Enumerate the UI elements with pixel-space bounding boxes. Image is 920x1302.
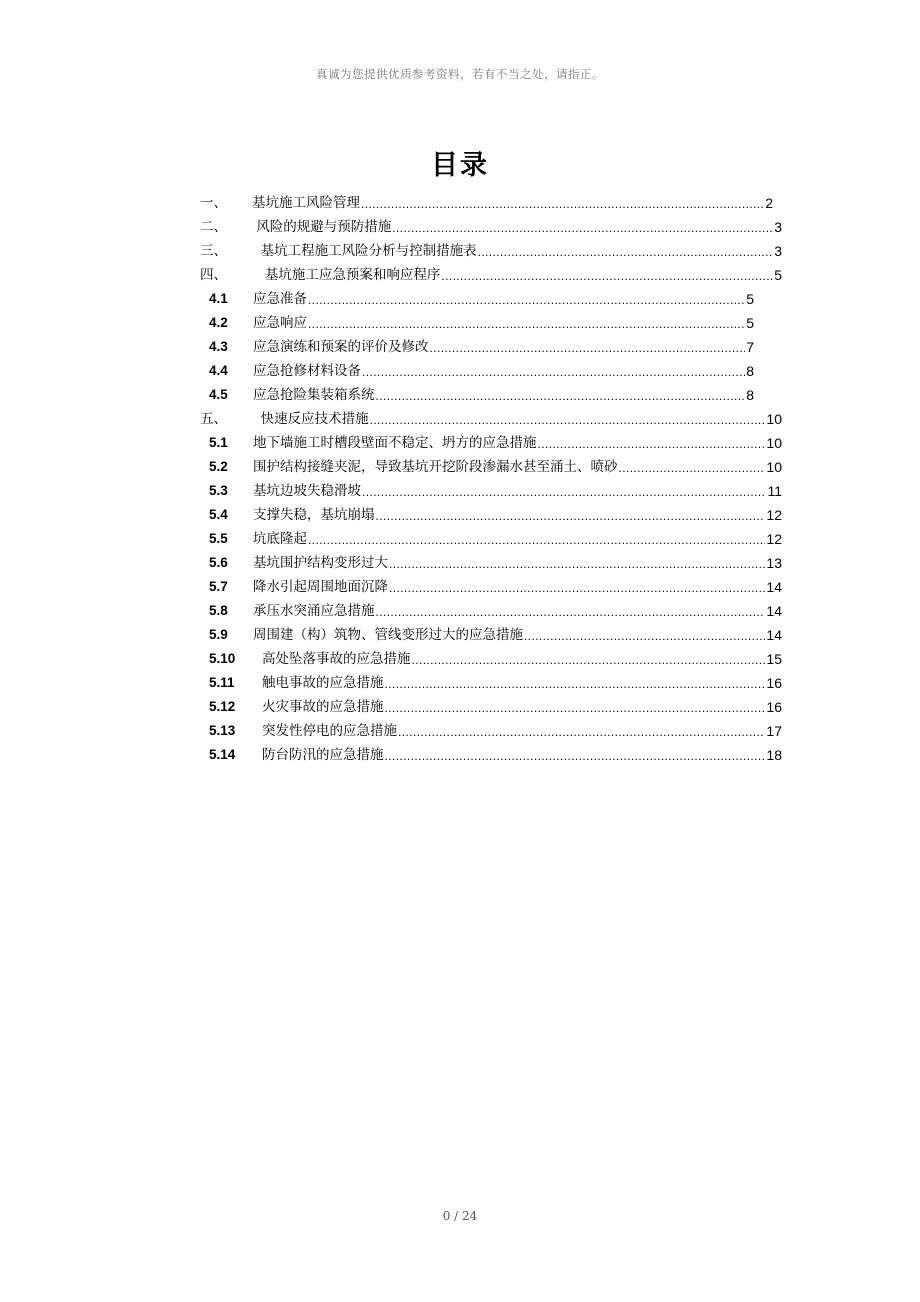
- toc-entry-page: 5: [774, 267, 782, 283]
- toc-entry-page: 5: [746, 291, 754, 307]
- toc-entry-number: 5.14: [209, 747, 236, 762]
- toc-entry[interactable]: [200, 596, 782, 620]
- toc-leader-dots: [441, 268, 773, 284]
- page-number-footer: 0 / 24: [442, 1209, 478, 1223]
- toc-entry-number: 5.2: [209, 459, 228, 474]
- toc-entry-page: 12: [766, 531, 782, 547]
- toc-leader-dots: [376, 388, 746, 404]
- toc-entry[interactable]: [200, 740, 782, 764]
- toc-entry-page: 3: [774, 243, 782, 259]
- toc-entry-title: 突发性停电的应急措施: [262, 723, 397, 739]
- toc-entry-title: 快速反应技术措施: [252, 411, 369, 427]
- toc-entry-page: 12: [766, 507, 782, 523]
- header-note: 真诚为您提供优质参考资料，若有不当之处，请指正。: [316, 67, 604, 81]
- toc-entry-title: 应急响应: [253, 315, 307, 331]
- toc-entry-title: 应急演练和预案的评价及修改: [253, 339, 429, 355]
- toc-entry-number: 4.4: [209, 363, 228, 378]
- toc-entry-page: 3: [774, 219, 782, 235]
- toc-leader-dots: [308, 316, 745, 332]
- toc-entry[interactable]: [200, 692, 782, 716]
- toc-entry-page: 15: [766, 651, 782, 667]
- toc-entry-number: 一、: [200, 195, 227, 211]
- toc-entry-title: 坑底隆起: [253, 531, 307, 547]
- toc-entry-number: 4.1: [209, 291, 228, 306]
- toc-entry-title: 承压水突涌应急措施: [253, 603, 375, 619]
- toc-entry-title: 高处坠落事故的应急措施: [262, 651, 411, 667]
- toc-leader-dots: [385, 748, 766, 764]
- toc-leader-dots: [362, 484, 766, 500]
- toc-entry-number: 5.8: [209, 603, 228, 618]
- toc-entry-page: 8: [746, 363, 754, 379]
- toc-entry-page: 14: [766, 603, 782, 619]
- toc-entry[interactable]: [200, 308, 754, 332]
- toc-entry-page: 10: [766, 435, 782, 451]
- toc-entry[interactable]: [200, 212, 782, 236]
- toc-entry-page: 2: [765, 195, 773, 211]
- toc-leader-dots: [392, 220, 773, 236]
- toc-leader-dots: [430, 340, 746, 356]
- toc-entry-title: 风险的规避与预防措施: [252, 219, 392, 235]
- toc-entry[interactable]: [200, 428, 782, 452]
- toc-entry-title: 火灾事故的应急措施: [262, 699, 384, 715]
- toc-entry-title: 应急抢险集装箱系统: [253, 387, 375, 403]
- toc-leader-dots: [385, 700, 766, 716]
- toc-entry-number: 5.6: [209, 555, 228, 570]
- toc-entry-number: 5.13: [209, 723, 236, 738]
- toc-leader-dots: [478, 244, 774, 260]
- toc-entry-number: 三、: [200, 243, 227, 259]
- toc-entry[interactable]: [200, 572, 782, 596]
- toc-leader-dots: [362, 364, 745, 380]
- toc-leader-dots: [376, 604, 766, 620]
- toc-leader-dots: [398, 724, 765, 740]
- toc-entry[interactable]: [200, 188, 773, 212]
- toc-entry-number: 5.5: [209, 531, 228, 546]
- toc-entry-page: 14: [766, 579, 782, 595]
- toc-entry-page: 14: [766, 627, 782, 643]
- toc-leader-dots: [385, 676, 766, 692]
- toc-entry[interactable]: [200, 332, 754, 356]
- toc-leader-dots: [538, 436, 766, 452]
- toc-entry-number: 五、: [200, 411, 227, 427]
- toc-entry-page: 17: [766, 723, 782, 739]
- toc-leader-dots: [389, 580, 765, 596]
- page-title: 目录: [431, 150, 489, 181]
- toc-entry[interactable]: [200, 404, 782, 428]
- toc-entry-title: 降水引起周围地面沉降: [253, 579, 388, 595]
- toc-entry[interactable]: [200, 260, 782, 284]
- toc-entry-page: 10: [766, 459, 782, 475]
- toc-entry[interactable]: [200, 236, 782, 260]
- toc-leader-dots: [370, 412, 766, 428]
- toc-entry-page: 10: [766, 411, 782, 427]
- toc-entry-title: 周围建（构）筑物、管线变形过大的应急措施: [253, 627, 523, 643]
- toc-leader-dots: [376, 508, 766, 524]
- toc-entry-page: 5: [746, 315, 754, 331]
- toc-entry-number: 5.7: [209, 579, 228, 594]
- toc-entry-title: 基坑施工应急预案和响应程序: [252, 267, 441, 283]
- toc-leader-dots: [524, 628, 765, 644]
- toc-entry[interactable]: [200, 716, 782, 740]
- toc-entry-page: 8: [746, 387, 754, 403]
- toc-entry-title: 地下墙施工时槽段壁面不稳定、坍方的应急措施: [253, 435, 537, 451]
- toc-entry-title: 应急抢修材料设备: [253, 363, 361, 379]
- toc-entry-number: 5.3: [209, 483, 228, 498]
- toc-entry[interactable]: [200, 644, 782, 668]
- toc-entry[interactable]: [200, 500, 782, 524]
- toc-entry[interactable]: [200, 452, 782, 476]
- toc-entry-title: 基坑施工风险管理: [252, 195, 360, 211]
- toc-entry-number: 5.1: [209, 435, 228, 450]
- toc-entry[interactable]: [200, 356, 754, 380]
- toc-entry-page: 13: [766, 555, 782, 571]
- table-of-contents: [200, 188, 782, 764]
- toc-entry-title: 触电事故的应急措施: [262, 675, 384, 691]
- toc-leader-dots: [389, 556, 765, 572]
- toc-entry-page: 16: [766, 675, 782, 691]
- toc-entry-number: 4.3: [209, 339, 228, 354]
- toc-entry[interactable]: [200, 668, 782, 692]
- toc-entry-title: 支撑失稳，基坑崩塌: [253, 507, 375, 523]
- toc-leader-dots: [308, 532, 765, 548]
- toc-entry-page: 18: [766, 747, 782, 763]
- toc-leader-dots: [412, 652, 766, 668]
- toc-entry-page: 11: [767, 483, 782, 499]
- toc-entry-title: 基坑边坡失稳滑坡: [253, 483, 361, 499]
- toc-entry-number: 5.4: [209, 507, 228, 522]
- toc-entry-number: 二、: [200, 219, 227, 235]
- toc-entry-number: 5.12: [209, 699, 236, 714]
- toc-entry-number: 5.9: [209, 627, 228, 642]
- toc-entry[interactable]: [200, 284, 754, 308]
- toc-entry-number: 4.2: [209, 315, 228, 330]
- toc-entry-title: 基坑工程施工风险分析与控制措施表: [252, 243, 477, 259]
- toc-entry[interactable]: [200, 476, 782, 500]
- toc-entry-number: 5.11: [209, 675, 235, 690]
- toc-entry-title: 围护结构接缝夹泥，导致基坑开挖阶段渗漏水甚至涌土、喷砂: [253, 459, 618, 475]
- toc-entry[interactable]: [200, 620, 782, 644]
- toc-leader-dots: [308, 292, 745, 308]
- toc-entry-number: 4.5: [209, 387, 228, 402]
- toc-entry-number: 四、: [200, 267, 227, 283]
- toc-entry[interactable]: [200, 524, 782, 548]
- toc-entry-title: 基坑围护结构变形过大: [253, 555, 388, 571]
- toc-entry[interactable]: [200, 548, 782, 572]
- toc-entry[interactable]: [200, 380, 754, 404]
- toc-entry-page: 16: [766, 699, 782, 715]
- toc-leader-dots: [361, 196, 764, 212]
- toc-entry-number: 5.10: [209, 651, 236, 666]
- toc-entry-title: 应急准备: [253, 291, 307, 307]
- toc-entry-title: 防台防汛的应急措施: [262, 747, 384, 763]
- toc-entry-page: 7: [746, 339, 754, 355]
- toc-leader-dots: [619, 460, 766, 476]
